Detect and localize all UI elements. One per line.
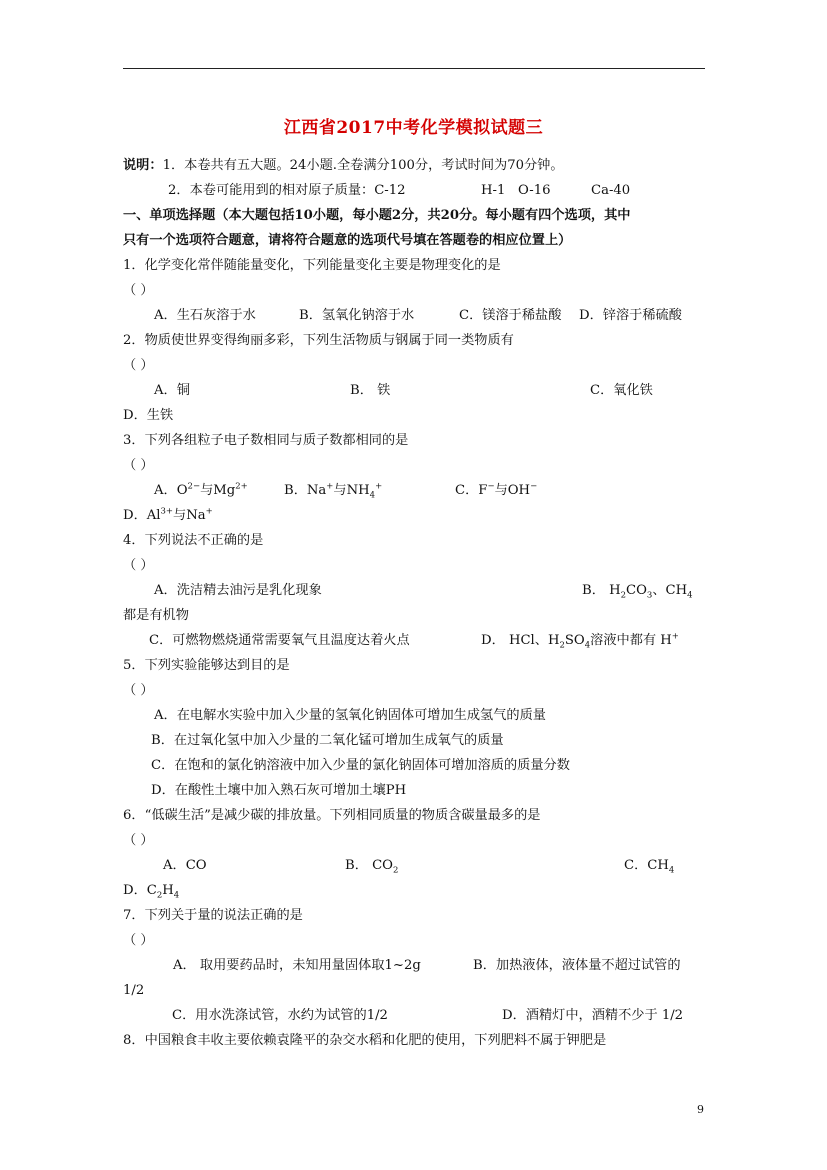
- q3-answer-blank: （ ）: [123, 458, 154, 473]
- q3-option-a: [154, 482, 248, 500]
- q4-d-text-3: 溶液中都有 H: [590, 633, 672, 648]
- q6-stem: 6．“低碳生活”是减少碳的排放量。下列相同质量的物质含碳量最多的是: [123, 808, 541, 823]
- q4-answer-blank: （ ）: [123, 558, 154, 573]
- q4-b-text-1: B． H: [582, 583, 621, 598]
- q6-d-text-1: D．C: [123, 883, 157, 898]
- q6-option-c: [624, 857, 674, 875]
- q3-option-d: [123, 507, 213, 525]
- q3-c-charge-2: −: [530, 481, 538, 492]
- q4-d-sub-1: 2: [559, 640, 565, 651]
- q4-d-text-1: D． HCl、H: [481, 633, 560, 648]
- q5-option-d: D．在酸性土壤中加入熟石灰可增加土壤PH: [151, 783, 407, 798]
- q3-d-text-1: D．Al: [123, 508, 161, 523]
- q4-option-d: [481, 632, 679, 650]
- q3-a-text-2: 与Mg: [200, 483, 236, 498]
- q2-stem: 2．物质使世界变得绚丽多彩，下列生活物质与钢属于同一类物质有: [123, 333, 514, 348]
- q5-option-b: B．在过氧化氢中加入少量的二氧化锰可增加生成氧气的质量: [151, 733, 504, 748]
- intro-text-1: 1．本卷共有五大题。24小题.全卷满分100分，考试时间为70分钟。: [162, 158, 564, 173]
- q2-option-d: D．生铁: [123, 408, 174, 423]
- q6-answer-blank: （ ）: [123, 833, 154, 848]
- q6-d-text-2: H: [162, 883, 174, 898]
- q1-option-d: D．锌溶于稀硫酸: [579, 308, 682, 323]
- page-number: 9: [697, 1103, 704, 1116]
- q4-b-sub-3: 4: [687, 590, 693, 601]
- q4-option-c: C．可燃物燃烧通常需要氧气且温度达着火点: [149, 633, 410, 648]
- q3-a-charge-1: 2−: [187, 481, 201, 492]
- header-rule: [123, 68, 705, 69]
- q3-b-text-1: B．Na: [284, 483, 327, 498]
- q7-option-c: C．用水洗涤试管，水约为试管的1/2: [172, 1008, 388, 1023]
- q3-option-c: [455, 482, 537, 500]
- intro-label: 说明：: [123, 158, 163, 173]
- q6-option-d: [123, 882, 179, 900]
- q6-d-sub-2: 4: [173, 890, 180, 901]
- q3-option-b: [284, 482, 382, 500]
- intro-mass-ca: Ca-40: [591, 183, 631, 198]
- q2-option-b: B． 铁: [350, 383, 391, 398]
- q3-d-charge-1: 3+: [160, 506, 174, 517]
- q6-b-text: B． CO: [345, 858, 393, 873]
- q1-option-a: A．生石灰溶于水: [154, 308, 256, 323]
- q4-stem: 4．下列说法不正确的是: [123, 533, 264, 548]
- q5-stem: 5．下列实验能够达到目的是: [123, 658, 290, 673]
- q6-c-text: C．CH: [624, 858, 669, 873]
- section-heading-line-1: 一、单项选择题（本大题包括10小题，每小题2分，共20分。每小题有四个选项，其中: [123, 208, 631, 223]
- q2-option-c: C．氧化铁: [590, 383, 653, 398]
- q4-option-b-continued: 都是有机物: [123, 608, 189, 623]
- q1-stem: 1．化学变化常伴随能量变化，下列能量变化主要是物理变化的是: [123, 258, 501, 273]
- q8-stem: 8．中国粮食丰收主要依赖袁隆平的杂交水稻和化肥的使用，下列肥料不属于钾肥是: [123, 1033, 607, 1048]
- q5-option-c: C．在饱和的氯化钠溶液中加入少量的氯化钠固体可增加溶质的质量分数: [151, 758, 570, 773]
- q3-a-text-1: A．O: [154, 483, 188, 498]
- q7-stem: 7．下列关于量的说法正确的是: [123, 908, 303, 923]
- q3-a-charge-2: 2+: [235, 481, 248, 492]
- intro-line-1: [123, 157, 564, 175]
- q3-c-text-2: 与OH: [494, 483, 531, 498]
- q4-b-text-3: 、CH: [652, 583, 688, 598]
- q3-d-text-2: 与Na: [173, 508, 206, 523]
- q4-option-b: [582, 582, 693, 600]
- q7-answer-blank: （ ）: [123, 933, 154, 948]
- q3-stem: 3．下列各组粒子电子数相同与质子数都相同的是: [123, 433, 409, 448]
- q7-option-b: B．加热液体，液体量不超过试管的: [473, 958, 681, 973]
- q4-d-text-2: SO: [564, 633, 585, 648]
- q4-option-a: A．洗洁精去油污是乳化现象: [154, 583, 322, 598]
- q5-answer-blank: （ ）: [123, 683, 154, 698]
- q6-d-sub-1: 2: [156, 890, 163, 901]
- intro-mass-o: O-16: [518, 183, 551, 198]
- q2-answer-blank: （ ）: [123, 358, 154, 373]
- q3-d-charge-2: +: [205, 506, 213, 517]
- q7-option-a: A． 取用要药品时，未知用量固体取1~2g: [173, 958, 421, 973]
- q3-b-text-2: 与NH: [333, 483, 370, 498]
- q1-option-b: B．氢氧化钠溶于水: [299, 308, 415, 323]
- q6-option-a: A．CO: [163, 858, 207, 873]
- q3-b-charge-1: +: [326, 481, 334, 492]
- q6-c-sub: 4: [668, 865, 675, 876]
- q3-c-text-1: C．F: [455, 483, 488, 498]
- q3-b-subscript: 4: [369, 490, 376, 501]
- q1-option-c: C．镁溶于稀盐酸: [459, 308, 562, 323]
- section-heading-line-2: 只有一个选项符合题意，请将符合题意的选项代号填在答题卷的相应位置上）: [123, 233, 572, 248]
- q6-option-b: [345, 857, 398, 875]
- q7-option-b-continued: 1/2: [123, 983, 145, 998]
- q5-option-a: A．在电解水实验中加入少量的氢氧化钠固体可增加生成氢气的质量: [154, 708, 546, 723]
- q6-b-sub: 2: [392, 865, 399, 876]
- q3-c-charge-1: −: [487, 481, 495, 492]
- q4-b-sub-1: 2: [620, 590, 626, 601]
- q4-b-sub-2: 3: [646, 590, 653, 601]
- q4-d-sub-2: 4: [584, 640, 591, 651]
- page-title: 江西省2017中考化学模拟试题三: [283, 118, 544, 138]
- q7-option-d: D．酒精灯中，酒精不少于 1/2: [502, 1008, 684, 1023]
- intro-mass-h: H-1: [481, 183, 506, 198]
- q4-d-charge: +: [671, 631, 679, 642]
- intro-line-2: 2．本卷可能用到的相对原子质量：C-12: [168, 183, 406, 198]
- q2-option-a: A．铜: [154, 383, 190, 398]
- q4-b-text-2: CO: [626, 583, 647, 598]
- q1-answer-blank: （ ）: [123, 283, 154, 298]
- q3-b-charge-2: +: [375, 481, 383, 492]
